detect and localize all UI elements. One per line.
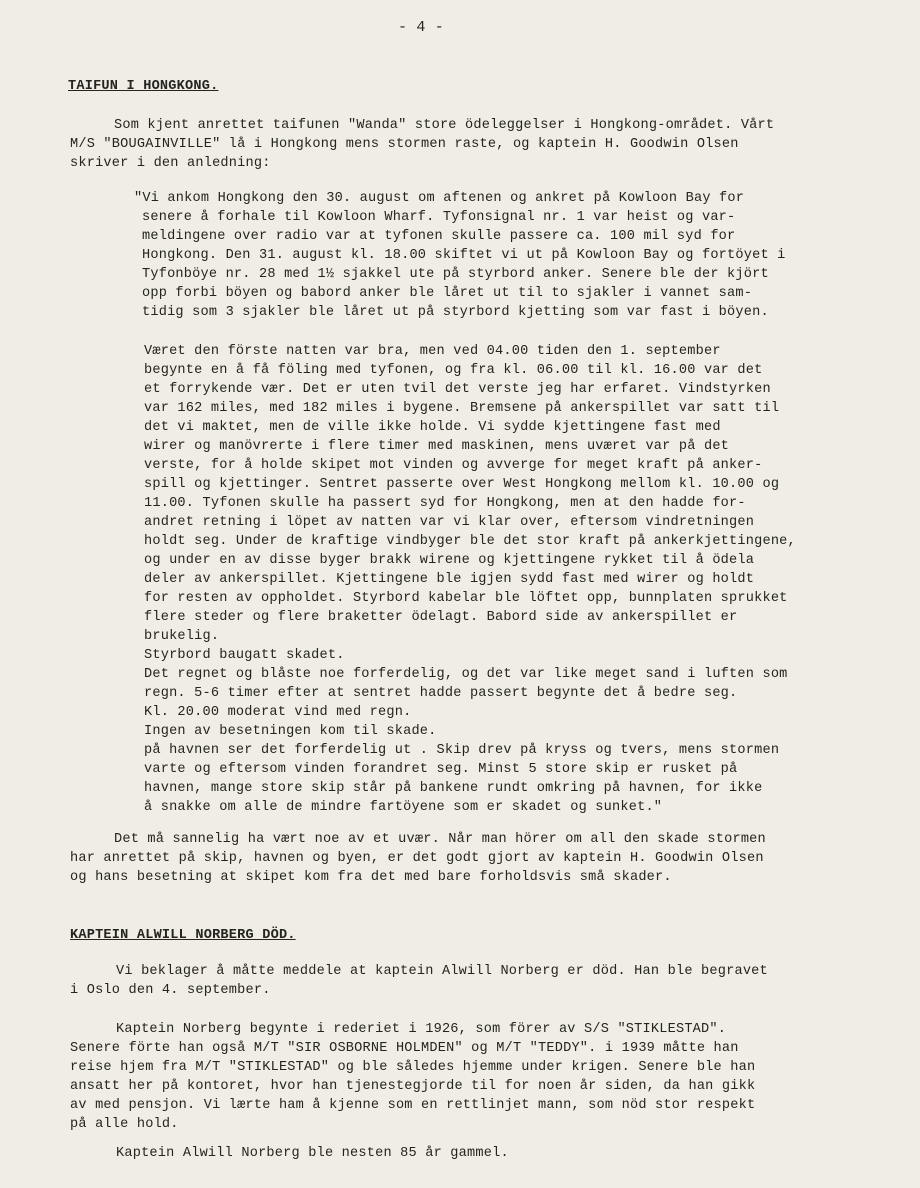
text-line: Styrbord baugatt skadet. [144,648,345,663]
text-line: Ingen av besetningen kom til skade. [144,724,437,739]
text-line: av med pensjon. Vi lærte ham å kjenne som en rettlinjet mann, som nöd stor respekt [70,1098,756,1113]
text-line: i Oslo den 4. september. [70,983,271,998]
text-line: Det må sannelig ha vært noe av et uvær. Når man hörer om all den skade stormen [114,832,766,847]
text-line: var 162 miles, med 182 miles i bygene. Bremsene på ankerspillet var satt til [144,401,780,416]
section-heading-taifun: TAIFUN I HONGKONG. [68,79,219,94]
text-line: for resten av oppholdet. Styrbord kabelar ble löftet opp, bunnplaten sprukket [144,591,788,606]
text-line: verste, for å holde skipet mot vinden og avverge for meget kraft på anker- [144,458,763,473]
text-line: wirer og manövrerte i flere timer med maskinen, mens uværet var på det [144,439,730,454]
text-line: spill og kjettinger. Sentret passerte over West Hongkong mellom kl. 10.00 og [144,477,780,492]
text-line: Været den förste natten var bra, men ved 04.00 tiden den 1. september [144,344,721,359]
text-line: M/S "BOUGAINVILLE" lå i Hongkong mens stormen raste, og kaptein H. Goodwin Olsen [70,137,739,152]
text-line: regn. 5-6 timer efter at sentret hadde passert begynte det å bedre seg. [144,686,738,701]
text-line: et forrykende vær. Det er uten tvil det verste jeg har erfaret. Vindstyrken [144,382,771,397]
text-line: Kaptein Alwill Norberg ble nesten 85 år gammel. [116,1146,509,1161]
text-line: tidig som 3 sjakler ble låret ut på styrbord kjetting som var fast i böyen. [142,305,769,320]
text-line: det vi maktet, men de ville ikke holde. Vi sydde kjettingene fast med [144,420,721,435]
text-line: reise hjem fra M/T "STIKLESTAD" og ble således hjemme under krigen. Senere ble han [70,1060,756,1075]
text-line: meldingene over radio var at tyfonen skulle passere ca. 100 mil syd for [142,229,736,244]
page-number: - 4 - [398,19,445,36]
text-line: Som kjent anrettet taifunen "Wanda" store ödeleggelser i Hongkong-området. Vårt [114,118,775,133]
text-line: Kaptein Norberg begynte i rederiet i 1926, som förer av S/S "STIKLESTAD". [116,1022,727,1037]
text-line: brukelig. [144,629,220,644]
text-line: Senere förte han også M/T "SIR OSBORNE HOLMDEN" og M/T "TEDDY". i 1939 måtte han [70,1041,739,1056]
text-line: og hans besetning at skipet kom fra det med bare forholdsvis små skader. [70,870,672,885]
text-line: skriver i den anledning: [70,156,271,171]
text-line: Hongkong. Den 31. august kl. 18.00 skiftet vi ut på Kowloon Bay og fortöyet i [142,248,786,263]
text-line: opp forbi böyen og babord anker ble låret ut til to sjakler i vannet sam- [142,286,753,301]
text-line: Kl. 20.00 moderat vind med regn. [144,705,412,720]
text-line: 11.00. Tyfonen skulle ha passert syd for Hongkong, men at den hadde for- [144,496,746,511]
text-line: andret retning i löpet av natten var vi klar over, eftersom vindretningen [144,515,755,530]
text-line: på alle hold. [70,1117,179,1132]
text-line: deler av ankerspillet. Kjettingene ble igjen sydd fast med wirer og holdt [144,572,755,587]
text-line: holdt seg. Under de kraftige vindbyger ble det stor kraft på ankerkjettingene, [144,534,796,549]
text-line: på havnen ser det forferdelig ut . Skip drev på kryss og tvers, mens stormen [144,743,780,758]
section-heading-norberg: KAPTEIN ALWILL NORBERG DÖD. [70,928,296,943]
text-line: å snakke om alle de mindre fartöyene som er skadet og sunket." [144,800,663,815]
text-line: flere steder og flere braketter ödelagt. Babord side av ankerspillet er [144,610,738,625]
text-line: Vi beklager å måtte meddele at kaptein Alwill Norberg er död. Han ble begravet [116,964,768,979]
text-line: varte og eftersom vinden forandret seg. Minst 5 store skip er rusket på [144,762,738,777]
text-line: Det regnet og blåste noe forferdelig, og det var like meget sand i luften som [144,667,788,682]
text-line: har anrettet på skip, havnen og byen, er det godt gjort av kaptein H. Goodwin Olsen [70,851,764,866]
text-line: havnen, mange store skip står på bankene rundt omkring på havnen, for ikke [144,781,763,796]
text-line: ansatt her på kontoret, hvor han tjenestegjorde til for noen år siden, da han gikk [70,1079,756,1094]
text-line: begynte en å få föling med tyfonen, og fra kl. 06.00 til kl. 16.00 var det [144,363,763,378]
text-line: Tyfonböye nr. 28 med 1½ sjakkel ute på styrbord anker. Senere ble der kjört [142,267,769,282]
text-line: og under en av disse byger brakk wirene og kjettingene rykket til å ödela [144,553,755,568]
text-line: "Vi ankom Hongkong den 30. august om aftenen og ankret på Kowloon Bay for [134,191,745,206]
text-line: senere å forhale til Kowloon Wharf. Tyfonsignal nr. 1 var heist og var- [142,210,736,225]
